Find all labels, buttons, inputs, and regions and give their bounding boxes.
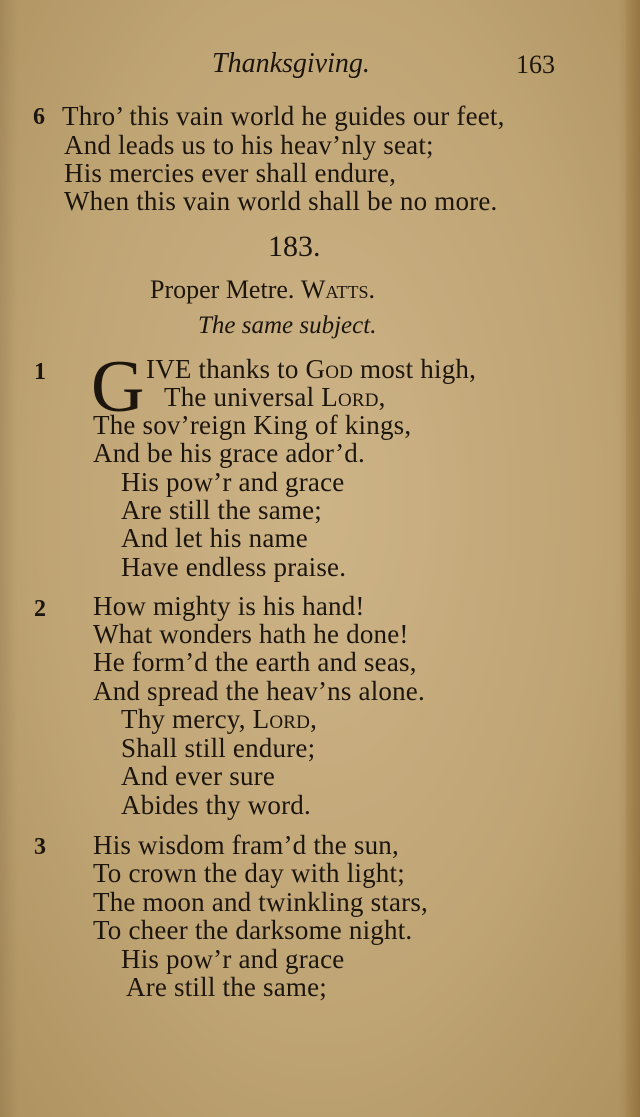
verse-line: Are still the same; [126, 972, 328, 1002]
verse-line: To cheer the darksome night. [93, 915, 413, 945]
verse-text: , [378, 382, 386, 412]
running-head-title: Thanksgiving. [212, 48, 370, 79]
verse-line: Have endless praise. [121, 552, 347, 582]
hymn-subject: The same subject. [198, 312, 377, 339]
metre-line [150, 275, 375, 305]
stanza-number: 3 [34, 834, 46, 860]
verse-line: And be his grace ador’d. [93, 438, 365, 468]
drop-cap: G [91, 346, 145, 428]
verse-line: And leads us to his heav’nly seat; [64, 130, 434, 160]
hymn-number: 183. [268, 230, 321, 263]
verse-line: What wonders hath he done! [93, 619, 409, 649]
verse-line: Abides thy word. [121, 790, 311, 820]
verse-text: The universal [164, 382, 322, 412]
verse-text: most high, [353, 354, 477, 384]
verse-line: His wisdom fram’d the sun, [93, 830, 399, 860]
verse-line: Are still the same; [121, 495, 323, 525]
verse-line [146, 354, 476, 385]
verse-line: And spread the heav’ns alone. [93, 676, 425, 706]
verse-line: When this vain world shall be no more. [64, 186, 498, 216]
author: Watts. [300, 275, 375, 304]
page-edge [626, 0, 640, 1117]
verse-line [121, 704, 317, 735]
verse-line: His mercies ever shall endure, [64, 158, 397, 188]
running-head [0, 48, 640, 88]
verse-line: How mighty is his hand! [93, 591, 365, 621]
verse-line: The sov’reign King of kings, [93, 410, 412, 440]
stanza-number: 2 [34, 596, 46, 622]
verse-line: His pow’r and grace [121, 944, 345, 974]
verse-line: Shall still endure; [121, 733, 316, 763]
verse-text-smallcaps: Lord [321, 382, 379, 412]
verse-line [164, 382, 386, 413]
verse-text: IVE thanks to [146, 354, 306, 384]
verse-text: , [310, 704, 318, 734]
verse-line: To crown the day with light; [93, 858, 405, 888]
verse-line: The moon and twinkling stars, [93, 887, 429, 917]
verse-line: Thro’ this vain world he guides our feet, [62, 101, 505, 131]
stanza-number: 1 [34, 359, 46, 385]
metre: Proper Metre. [150, 275, 295, 304]
stanza-number: 6 [33, 104, 45, 130]
verse-text: Thy mercy, [121, 704, 253, 734]
page-number: 163 [516, 50, 555, 79]
verse-line: He form’d the earth and seas, [93, 647, 417, 677]
verse-line: And ever sure [121, 761, 276, 791]
verse-text-smallcaps: Lord [252, 704, 311, 734]
verse-line: His pow’r and grace [121, 467, 345, 497]
verse-line: And let his name [121, 523, 308, 553]
verse-text-smallcaps: God [305, 354, 354, 384]
